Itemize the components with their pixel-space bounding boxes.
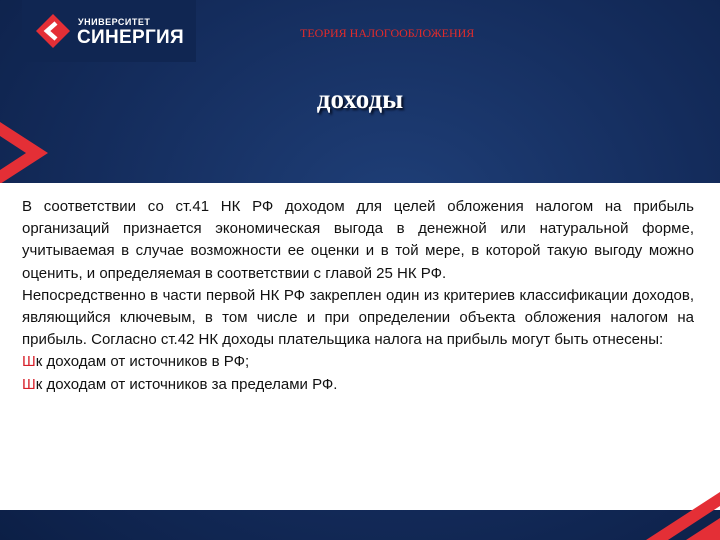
bullet-marker: Ш — [22, 375, 36, 393]
slide-heading: доходы — [316, 84, 404, 114]
university-logo — [22, 0, 196, 62]
logo-university-label: УНИВЕРСИТЕТ — [78, 17, 151, 27]
paragraph-1: В соответствии со ст.41 НК РФ доходом для целей обложения налогом на прибыль организаций признается экономическая выгода в денежной или натуральной форме, учитываемая в случае возможности ее оценки и в той мере, в которой такую выгоду можно оценить, и определяемая в соответствии с главой 25 НК РФ. — [22, 198, 694, 282]
body-text — [22, 196, 694, 396]
bullet-marker: Ш — [22, 353, 36, 371]
paragraph-2: Непосредственно в части первой НК РФ закреплен один из критериев классификации доходов, являющийся ключевым, в том числе и при определении объекта обложения налогом на прибыль. Согласно ст.42 НК доходы плательщика налога на прибыль могут быть отнесены: — [22, 286, 694, 349]
bullet-item — [22, 351, 694, 373]
bullet-text: к доходам от источников в РФ; — [35, 353, 250, 371]
logo-synergy-label: СИНЕРГИЯ — [77, 27, 184, 48]
synergy-diamond-icon — [36, 14, 70, 48]
bullet-item — [22, 374, 694, 396]
red-chevron-decoration-left — [0, 122, 48, 184]
red-chevron-decoration-right — [642, 492, 720, 540]
bullet-text: к доходам от источников за пределами РФ. — [35, 375, 338, 393]
header-title: ТЕОРИЯ НАЛОГООБЛОЖЕНИЯ — [300, 26, 475, 40]
content-panel — [0, 183, 720, 510]
